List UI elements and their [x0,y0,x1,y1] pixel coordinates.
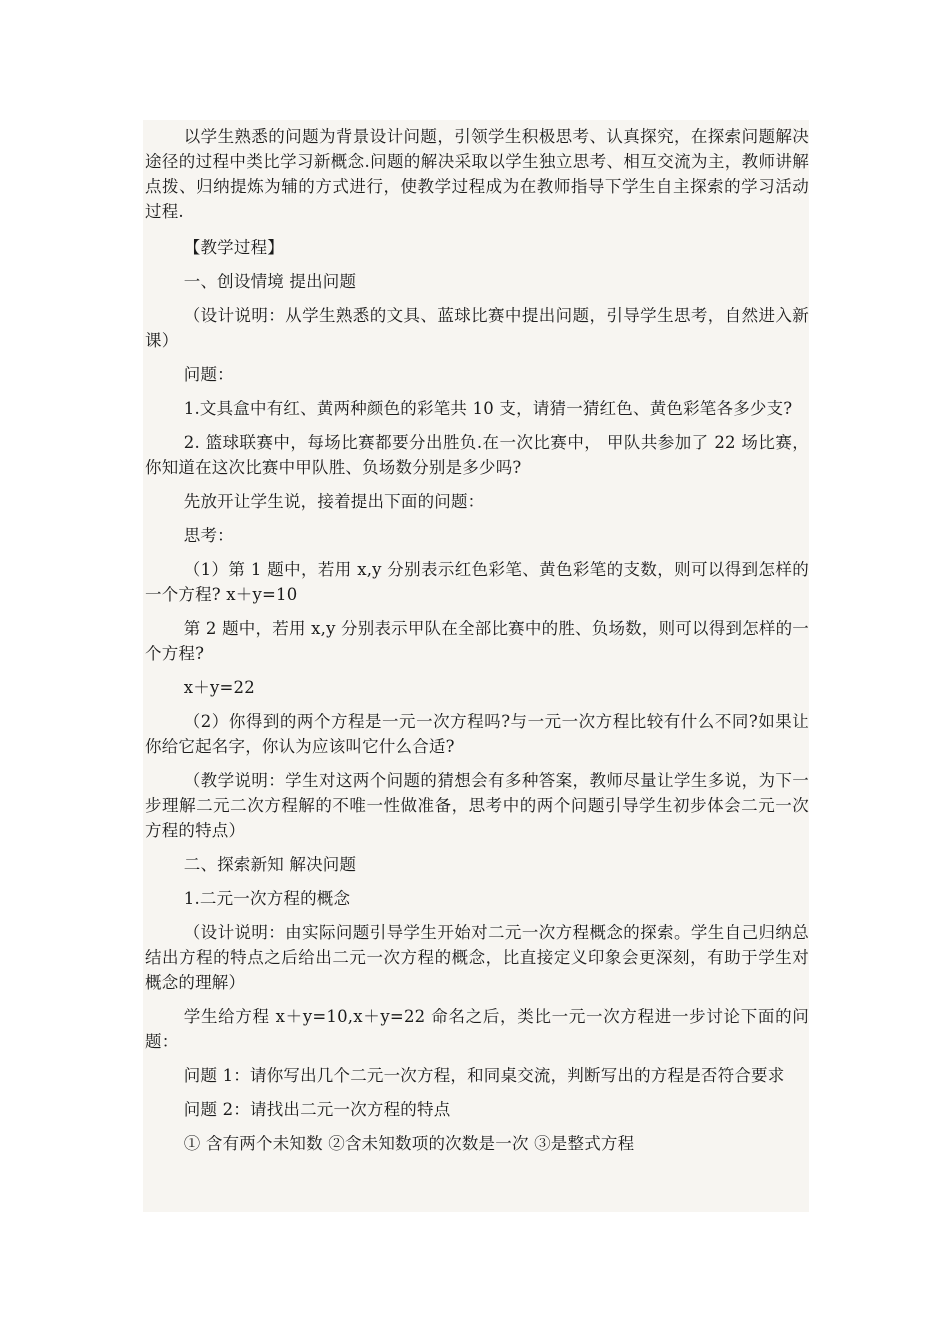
design-note-1: （设计说明：从学生熟悉的文具、蓝球比赛中提出问题，引导学生思考，自然进入新课） [145,306,809,350]
thinking-label: 思考： [183,526,234,545]
thinking-1: （1）第 1 题中，若用 x,y 分别表示红色彩笔、黄色彩笔的支数，则可以得到怎样的一个方程? x＋y=10 [145,560,809,604]
section-heading-teaching-process: 【教学过程】 [183,238,284,257]
problem-2: 问题 2：请找出二元一次方程的特点 [183,1100,451,1119]
features-list: ① 含有两个未知数 ②含未知数项的次数是一次 ③是整式方程 [183,1134,635,1153]
document-body [145,124,809,1156]
naming-paragraph: 学生给方程 x＋y=10,x＋y=22 命名之后，类比一元一次方程进一步讨论下面的问题： [145,1007,809,1051]
questions-label: 问题： [183,365,234,384]
instruction-paragraph: 先放开让学生说，接着提出下面的问题： [183,492,485,511]
question-1: 1.文具盒中有红、黄两种颜色的彩笔共 10 支，请猜一猜红色、黄色彩笔各多少支? [183,399,793,418]
thinking-2: （2）你得到的两个方程是一元一次方程吗?与一元一次方程比较有什么不同?如果让你给它起名字，你认为应该叫它什么合适? [145,712,809,756]
equation-line: x＋y=22 [183,678,255,697]
problem-1: 问题 1：请你写出几个二元一次方程，和同桌交流，判断写出的方程是否符合要求 [183,1066,785,1085]
design-note-2: （设计说明：由实际问题引导学生开始对二元一次方程概念的探索。学生自己归纳总结出方程的特点之后给出二元一次方程的概念，比直接定义印象会更深刻，有助于学生对概念的理解） [145,923,809,992]
subsection-heading-1: 1.二元一次方程的概念 [183,889,351,908]
thinking-1-part-2: 第 2 题中，若用 x,y 分别表示甲队在全部比赛中的胜、负场数，则可以得到怎样的一个方程? [145,619,809,663]
intro-paragraph: 以学生熟悉的问题为背景设计问题，引领学生积极思考、认真探究，在探索问题解决途径的过程中类比学习新概念.问题的解决采取以学生独立思考、相互交流为主，教师讲解点拨、归纳提炼为辅的方式进行，使教学过程成为在教师指导下学生自主探索的学习活动过程. [145,127,809,221]
question-2: 2. 篮球联赛中，每场比赛都要分出胜负.在一次比赛中， 甲队共参加了 22 场比赛，你知道在这次比赛中甲队胜、负场数分别是多少吗? [145,433,809,477]
section-heading-1: 一、创设情境 提出问题 [183,272,357,291]
section-heading-2: 二、探索新知 解决问题 [183,855,357,874]
teaching-note: （教学说明：学生对这两个问题的猜想会有多种答案，教师尽量让学生多说，为下一步理解二元二次方程解的不唯一性做准备，思考中的两个问题引导学生初步体会二元一次方程的特点） [145,771,809,840]
